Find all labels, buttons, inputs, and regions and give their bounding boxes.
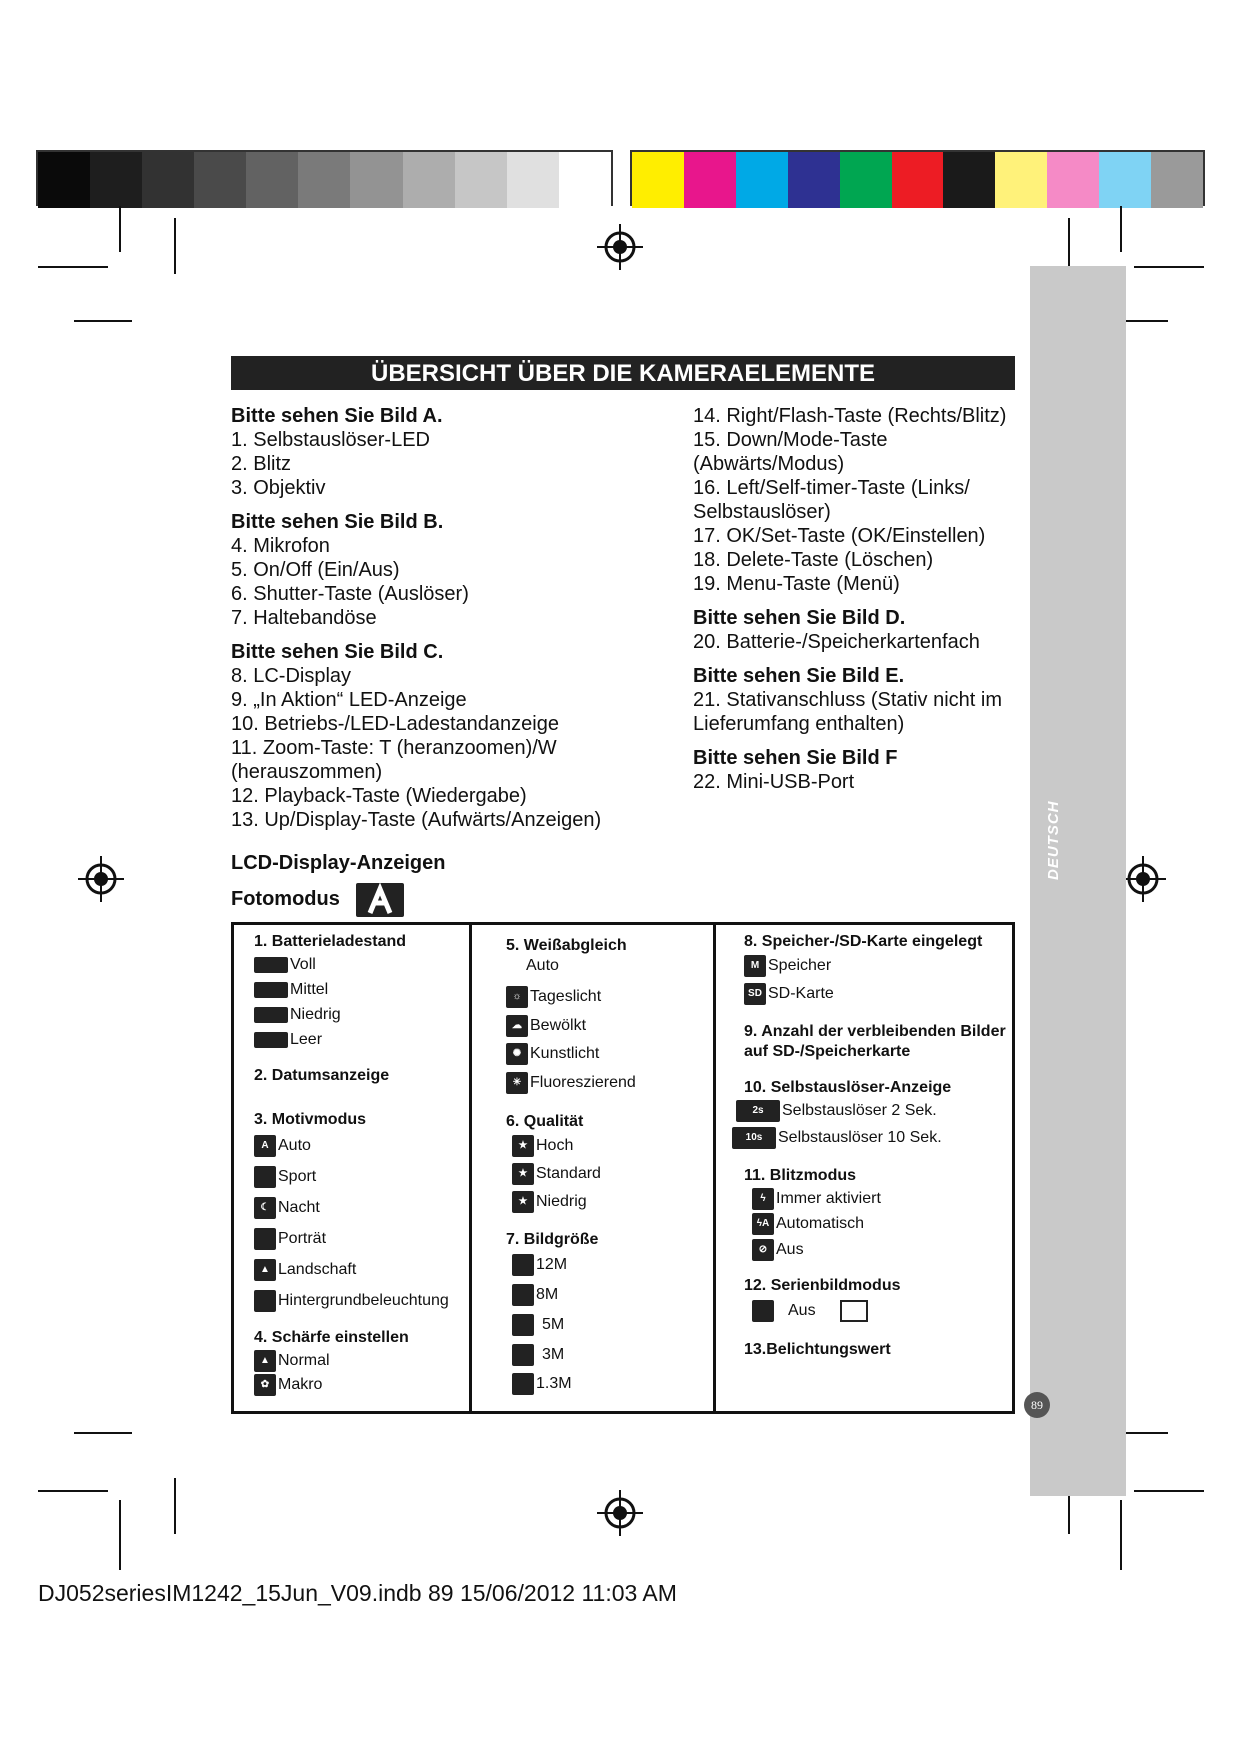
wb-fluorescent-label: Fluoreszierend (530, 1074, 636, 1091)
burst-off-label: Aus (788, 1302, 816, 1319)
crop-mark (1134, 1490, 1204, 1492)
list-item: 20. Batterie-/Speicherkartenfach (693, 631, 980, 653)
table-column-2 (506, 936, 706, 1398)
wb-cloudy-icon: ☁ (506, 1015, 528, 1037)
list-item: 19. Menu-Taste (Menü) (693, 573, 900, 595)
scene-backlight-label: Hintergrundbeleuchtung (278, 1291, 449, 1309)
battery-medium-icon (254, 982, 288, 998)
sd-card-label: SD-Karte (768, 985, 834, 1002)
size-8m-label: 8M (536, 1286, 559, 1303)
list-item: 14. Right/Flash-Taste (Rechts/Blitz) (693, 405, 1007, 427)
wb-cloudy-label: Bewölkt (530, 1017, 587, 1034)
size-12m-label: 12M (536, 1256, 568, 1273)
list-item: 6. Shutter-Taste (Auslöser) (231, 583, 469, 605)
crop-mark (1134, 266, 1204, 268)
scene-auto-icon: A (254, 1135, 276, 1157)
crop-mark (174, 218, 176, 274)
color-calibration-bar (630, 150, 1205, 206)
gray-swatch (350, 152, 402, 208)
crop-mark (119, 206, 121, 252)
focus-heading: 4. Schärfe einstellen (254, 1329, 409, 1346)
size-3m-label: 3M (542, 1346, 565, 1363)
burst-mode-heading: 12. Serienbildmodus (744, 1277, 901, 1294)
wb-daylight-icon: ☼ (506, 986, 528, 1008)
memory-card-heading: 8. Speicher-/SD-Karte eingelegt (744, 933, 983, 950)
color-swatch (1151, 152, 1203, 208)
timer-10s-label: Selbstauslöser 10 Sek. (778, 1129, 942, 1146)
crop-mark (74, 1432, 132, 1434)
registration-mark-icon (78, 856, 124, 902)
section-heading: Bitte sehen Sie Bild D. (693, 607, 906, 629)
list-item: 13. Up/Display-Taste (Aufwärts/Anzeigen) (231, 809, 602, 831)
sidebar-language-label: DEUTSCH (1045, 800, 1062, 880)
battery-full-label: Voll (290, 955, 316, 973)
table-column-3 (744, 932, 1012, 1360)
size-5m-label: 5M (542, 1316, 565, 1333)
gray-swatch (455, 152, 507, 208)
focus-normal-icon: ▲ (254, 1350, 276, 1372)
flash-auto-label: Automatisch (776, 1214, 865, 1232)
scene-night-label: Nacht (278, 1198, 320, 1216)
flash-off-label: Aus (776, 1241, 804, 1258)
white-balance-heading: 5. Weißabgleich (506, 937, 627, 954)
section-heading: Bitte sehen Sie Bild A. (231, 405, 443, 427)
wb-fluorescent-icon: ✳ (506, 1072, 528, 1094)
section-heading: Bitte sehen Sie Bild B. (231, 511, 444, 533)
quality-high-label: Hoch (536, 1137, 574, 1154)
list-item: 11. Zoom-Taste: T (heranzoomen)/W (herauszommen) (231, 737, 557, 783)
wb-daylight-label: Tageslicht (530, 988, 602, 1005)
list-item: 16. Left/Self-timer-Taste (Links/ Selbstauslöser) (693, 477, 970, 523)
color-swatch (840, 152, 892, 208)
flash-auto-icon: ϟA (752, 1213, 774, 1235)
focus-macro-label: Makro (278, 1376, 323, 1393)
wb-tungsten-icon: ✺ (506, 1043, 528, 1065)
timer-10s-icon: 10s (732, 1127, 776, 1149)
battery-full-icon (254, 957, 288, 973)
timer-2s-icon: 2s (736, 1100, 780, 1122)
color-swatch (632, 152, 684, 208)
left-column (231, 396, 691, 832)
list-item: 3. Objektiv (231, 477, 326, 499)
color-swatch (1099, 152, 1151, 208)
registration-mark-icon (1120, 856, 1166, 902)
size-8m-icon (512, 1284, 534, 1306)
internal-memory-icon: M (744, 955, 766, 977)
registration-mark-icon (597, 224, 643, 270)
internal-memory-label: Speicher (768, 957, 832, 974)
scene-heading: 3. Motivmodus (254, 1111, 367, 1128)
gray-swatch (559, 152, 611, 208)
table-column-1 (254, 932, 464, 1396)
list-item: 22. Mini-USB-Port (693, 771, 855, 793)
crop-mark (38, 266, 108, 268)
list-item: 4. Mikrofon (231, 535, 330, 557)
list-item: 7. Haltebandöse (231, 607, 377, 629)
scene-auto-label: Auto (278, 1136, 311, 1154)
burst-icon (752, 1300, 774, 1322)
quality-standard-icon: ★ (512, 1163, 534, 1185)
flash-off-icon: ⊘ (752, 1239, 774, 1261)
scene-landscape-icon: ▲ (254, 1259, 276, 1281)
section-heading: Bitte sehen Sie Bild E. (693, 665, 905, 687)
gray-swatch (507, 152, 559, 208)
wb-tungsten-label: Kunstlicht (530, 1045, 600, 1062)
scene-portrait-icon (254, 1228, 276, 1250)
self-timer-heading: 10. Selbstauslöser-Anzeige (744, 1079, 952, 1096)
quality-low-icon: ★ (512, 1191, 534, 1213)
size-1-3m-icon (512, 1373, 534, 1395)
gray-swatch (403, 152, 455, 208)
table-divider (469, 922, 472, 1414)
page-title: ÜBERSICHT ÜBER DIE KAMERAELEMENTE (231, 356, 1015, 390)
scene-sport-label: Sport (278, 1167, 317, 1185)
gray-swatch (246, 152, 298, 208)
gray-swatch (38, 152, 90, 208)
list-item: 21. Stativanschluss (Stativ nicht im Lieferumfang enthalten) (693, 689, 1003, 735)
auto-mode-icon (356, 883, 404, 917)
list-item: 17. OK/Set-Taste (OK/Einstellen) (693, 525, 986, 547)
color-swatch (788, 152, 840, 208)
gray-calibration-bar (36, 150, 613, 206)
color-swatch (684, 152, 736, 208)
remaining-shots-heading: 9. Anzahl der verbleibenden Bilder auf SD-/Speicherkarte (744, 1023, 1006, 1060)
flash-mode-heading: 11. Blitzmodus (744, 1167, 857, 1184)
gray-swatch (298, 152, 350, 208)
quality-high-icon: ★ (512, 1135, 534, 1157)
size-3m-icon (512, 1344, 534, 1366)
gray-swatch (142, 152, 194, 208)
size-12m-icon (512, 1254, 534, 1276)
registration-mark-icon (597, 1490, 643, 1536)
right-column (693, 404, 1023, 794)
list-item: 5. On/Off (Ein/Aus) (231, 559, 400, 581)
focus-macro-icon: ✿ (254, 1374, 276, 1396)
crop-mark (1120, 206, 1122, 252)
list-item: 2. Blitz (231, 453, 292, 475)
crop-mark (74, 320, 132, 322)
color-swatch (892, 152, 944, 208)
color-swatch (1047, 152, 1099, 208)
battery-empty-icon (254, 1032, 288, 1048)
scene-portrait-label: Porträt (278, 1229, 327, 1247)
image-size-heading: 7. Bildgröße (506, 1231, 599, 1248)
language-sidebar (1030, 266, 1126, 1496)
gray-swatch (90, 152, 142, 208)
size-1-3m-label: 1.3M (536, 1375, 572, 1392)
list-item: 9. „In Aktion“ LED-Anzeige (231, 689, 467, 711)
sd-card-icon: SD (744, 983, 766, 1005)
list-item: 8. LC-Display (231, 665, 352, 687)
color-swatch (736, 152, 788, 208)
scene-backlight-icon (254, 1290, 276, 1312)
scene-sport-icon (254, 1166, 276, 1188)
list-item: 1. Selbstauslöser-LED (231, 429, 430, 451)
photo-mode-heading: Fotomodus (231, 888, 340, 910)
burst-off-box (840, 1300, 868, 1322)
timer-2s-label: Selbstauslöser 2 Sek. (782, 1102, 937, 1119)
scene-landscape-label: Landschaft (278, 1260, 357, 1278)
crop-mark (1120, 1500, 1122, 1570)
table-divider (713, 922, 716, 1414)
crop-mark (174, 1478, 176, 1534)
list-item: 15. Down/Mode-Taste (Abwärts/Modus) (693, 429, 888, 475)
gray-swatch (194, 152, 246, 208)
lcd-heading: LCD-Display-Anzeigen (231, 852, 446, 874)
color-swatch (943, 152, 995, 208)
section-heading: Bitte sehen Sie Bild C. (231, 641, 444, 663)
exposure-heading: 13.Belichtungswert (744, 1341, 891, 1358)
date-heading: 2. Datumsanzeige (254, 1067, 390, 1084)
color-swatch (995, 152, 1047, 208)
list-item: 12. Playback-Taste (Wiedergabe) (231, 785, 527, 807)
battery-medium-label: Mittel (290, 980, 329, 998)
battery-empty-label: Leer (290, 1030, 323, 1048)
page-number: 89 (1024, 1392, 1050, 1418)
size-5m-icon (512, 1314, 534, 1336)
battery-low-icon (254, 1007, 288, 1023)
crop-mark (38, 1490, 108, 1492)
flash-on-label: Immer aktiviert (776, 1189, 881, 1207)
list-item: 18. Delete-Taste (Löschen) (693, 549, 934, 571)
flash-on-icon: ϟ (752, 1188, 774, 1210)
wb-auto-label: Auto (526, 957, 559, 974)
battery-heading: 1. Batterieladestand (254, 933, 407, 950)
crop-mark (119, 1500, 121, 1570)
quality-heading: 6. Qualität (506, 1113, 584, 1130)
quality-standard-label: Standard (536, 1165, 601, 1182)
focus-normal-label: Normal (278, 1352, 330, 1369)
battery-low-label: Niedrig (290, 1005, 341, 1023)
scene-night-icon: ☾ (254, 1197, 276, 1219)
list-item: 10. Betriebs-/LED-Ladestandanzeige (231, 713, 559, 735)
quality-low-label: Niedrig (536, 1193, 587, 1210)
section-heading: Bitte sehen Sie Bild F (693, 747, 898, 769)
print-footer: DJ052seriesIM1242_15Jun_V09.indb 89 15/06/2012 11:03 AM (38, 1580, 677, 1606)
